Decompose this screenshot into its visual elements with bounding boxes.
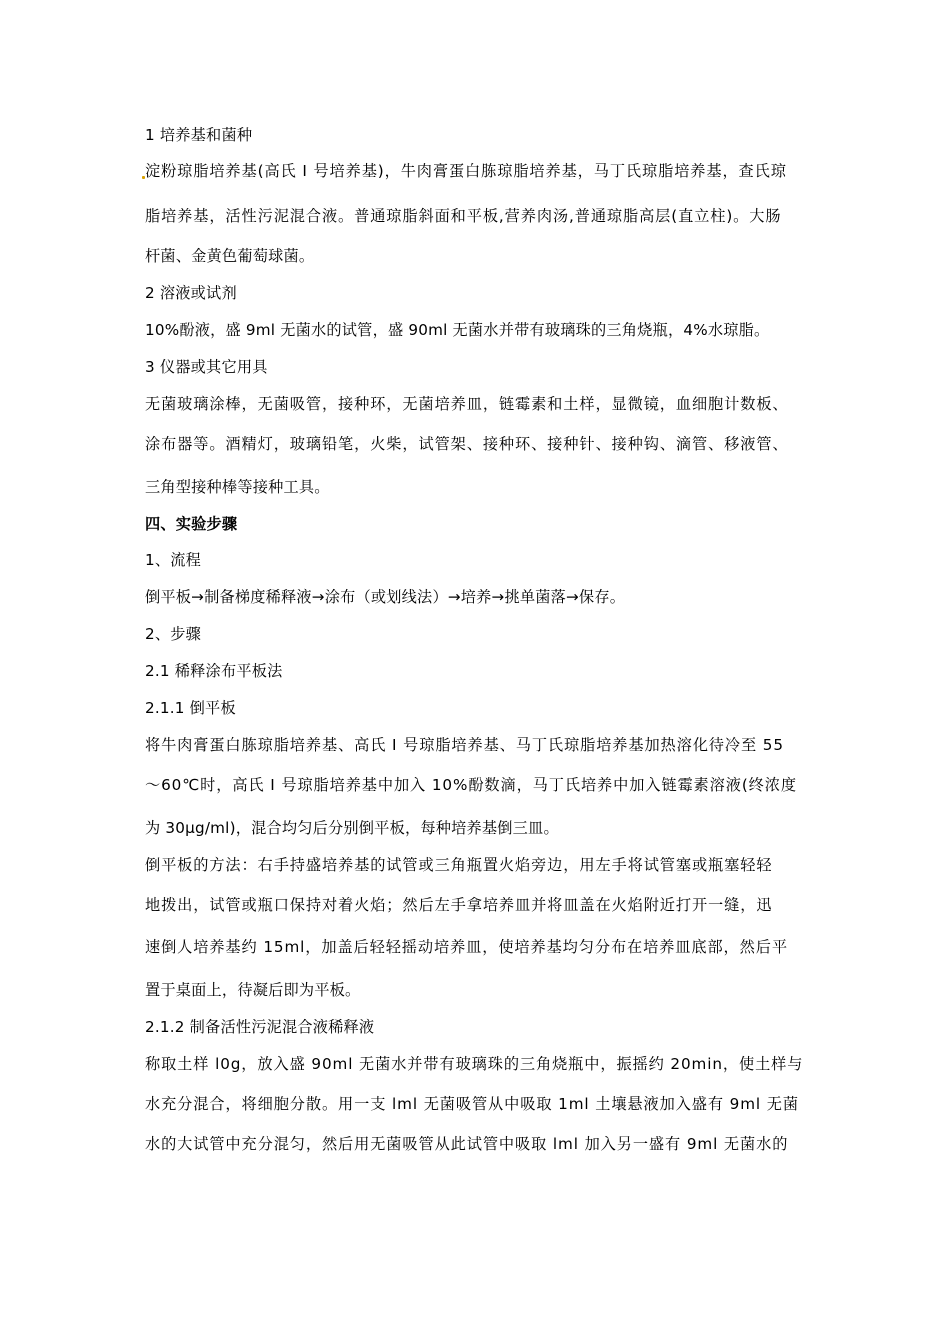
paragraph-line: ～60℃时，高氏 I 号琼脂培养基中加入 10%酚数滴，马丁氏培养中加入链霉素溶液(终浓度 xyxy=(145,776,797,794)
paragraph-line: 地拨出，试管或瓶口保持对着火焰；然后左手拿培养皿并将皿盖在火焰附近打开一缝，迅 xyxy=(145,896,773,914)
paragraph-line: 置于桌面上，待凝后即为平板。 xyxy=(145,981,361,999)
paragraph-line: 脂培养基，活性污泥混合液。普通琼脂斜面和平板,营养肉汤,普通琼脂高层(直立柱)。大肠 xyxy=(145,207,782,225)
heading-dilution-plating: 2.1 稀释涂布平板法 xyxy=(145,662,283,680)
paragraph-line: 将牛肉膏蛋白胨琼脂培养基、高氏 I 号琼脂培养基、马丁氏琼脂培养基加热溶化待冷至 55 xyxy=(145,736,784,754)
paragraph-line: 称取土样 l0g，放入盛 90ml 无菌水并带有玻璃珠的三角烧瓶中，振摇约 20min，使土样与 xyxy=(145,1055,804,1073)
paragraph-line: 三角型接种棒等接种工具。 xyxy=(145,478,330,496)
heading-steps: 2、步骤 xyxy=(145,625,202,643)
heading-instruments: 3 仪器或其它用具 xyxy=(145,358,268,376)
paragraph-line: 倒平板→制备梯度稀释液→涂布（或划线法）→培养→挑单菌落→保存。 xyxy=(145,588,626,606)
heading-pour-plate: 2.1.1 倒平板 xyxy=(145,699,236,717)
paragraph-line: 10%酚液，盛 9ml 无菌水的试管，盛 90ml 无菌水并带有玻璃珠的三角烧瓶，4%水琼脂。 xyxy=(145,321,770,339)
heading-solutions: 2 溶液或试剂 xyxy=(145,284,237,302)
heading-prepare-dilution: 2.1.2 制备活性污泥混合液稀释液 xyxy=(145,1018,375,1036)
paragraph-line: 速倒人培养基约 15ml，加盖后轻轻摇动培养皿，使培养基均匀分布在培养皿底部，然后平 xyxy=(145,938,788,956)
paragraph-line: 为 30μg/ml)，混合均匀后分别倒平板，每种培养基倒三皿。 xyxy=(145,819,559,837)
paragraph-line: 水充分混合，将细胞分散。用一支 lml 无菌吸管从中吸取 1ml 土壤悬液加入盛有 9ml 无菌 xyxy=(145,1095,799,1113)
paragraph-line: 倒平板的方法：右手持盛培养基的试管或三角瓶置火焰旁边，用左手将试管塞或瓶塞轻轻 xyxy=(145,856,773,874)
paragraph-line: 淀粉琼脂培养基(高氏 I 号培养基)，牛肉膏蛋白胨琼脂培养基，马丁氏琼脂培养基，查氏琼 xyxy=(145,162,787,180)
section-title-experiment-steps: 四、实验步骤 xyxy=(145,515,238,533)
paragraph-line: 杆菌、金黄色葡萄球菌。 xyxy=(145,247,315,265)
paragraph-line: 无菌玻璃涂棒，无菌吸管，接种环，无菌培养皿，链霉素和土样，显微镜，血细胞计数板、 xyxy=(145,395,789,413)
paragraph-line: 涂布器等。酒精灯，玻璃铅笔，火柴，试管架、接种环、接种针、接种钩、滴管、移液管、 xyxy=(145,435,789,453)
heading-media-strains: 1 培养基和菌种 xyxy=(145,126,253,144)
paragraph-line: 水的大试管中充分混匀，然后用无菌吸管从此试管中吸取 lml 加入另一盛有 9ml 无菌水的 xyxy=(145,1135,789,1153)
heading-flow: 1、流程 xyxy=(145,551,202,569)
